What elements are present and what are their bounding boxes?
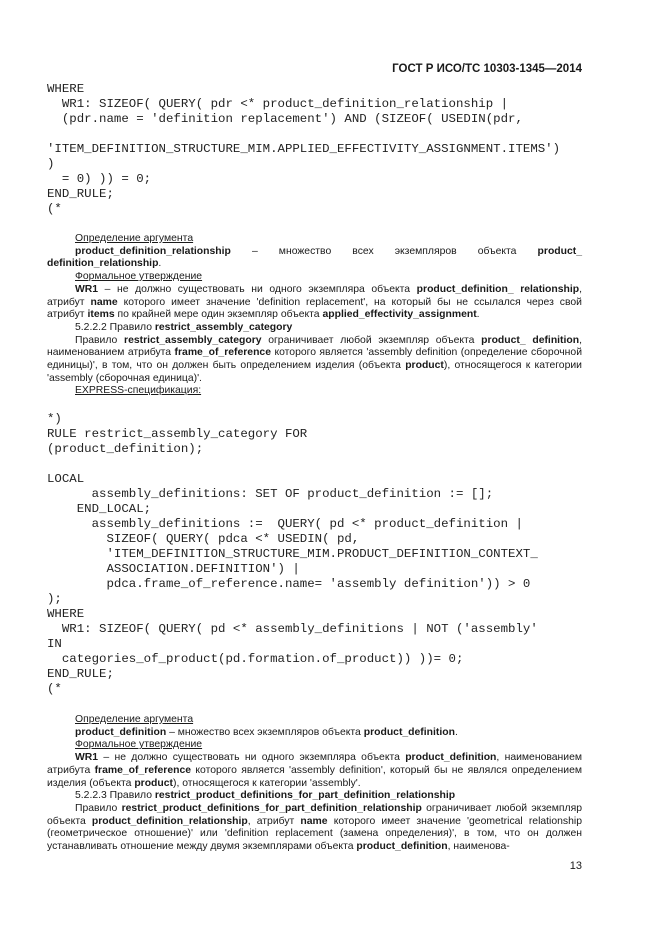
wr1-paragraph bbox=[47, 284, 582, 322]
rule-heading bbox=[47, 322, 582, 335]
rule-text: , наименова- bbox=[447, 841, 510, 853]
wr1-bold: items bbox=[87, 309, 115, 321]
argument-end: . bbox=[158, 258, 162, 270]
argument-object: product_definition bbox=[363, 726, 455, 738]
wr1-text: – не должно существовать ни одного экземпляра объекта bbox=[98, 283, 417, 295]
document-header: ГОСТ Р ИСО/ТС 10303-1345—2014 bbox=[392, 63, 582, 75]
wr1-bold: applied_effectivity_assignment bbox=[322, 309, 477, 321]
rule-paragraph bbox=[47, 335, 582, 386]
rule-text: которого имеет значение 'geometrical relationship (геометрическое отношение)' или 'definition replacement (замена определения)', в том, что он должен устанавливать отношение между двумя экземплярами объекта bbox=[47, 815, 582, 853]
argument-term: product_definition_relationship bbox=[75, 245, 231, 257]
argument-text: – множество всех экземпляров объекта bbox=[166, 726, 364, 738]
wr1-bold: product_definition bbox=[405, 752, 497, 764]
argument-end: . bbox=[454, 726, 458, 738]
express-spec-title: EXPRESS-спецификация: bbox=[75, 385, 202, 397]
wr1-label: WR1 bbox=[75, 752, 99, 764]
wr1-text: . bbox=[476, 309, 480, 321]
rule-number: 5.2.2.2 Правило bbox=[75, 321, 155, 333]
rule-text: которого является 'assembly definition (определение сборочной единицы)', в том, что он должен быть определением изделия (объекта bbox=[47, 347, 582, 372]
wr1-bold: name bbox=[90, 296, 118, 308]
formal-statement-title: Формальное утверждение bbox=[75, 739, 203, 751]
rule-bold: name bbox=[300, 815, 328, 827]
wr1-bold: frame_of_reference bbox=[94, 764, 192, 776]
rule-bold: restrict_assembly_category bbox=[124, 334, 262, 346]
wr1-text: которого имеет значение 'definition replacement', на который бы не ссылался через свой атрибут bbox=[47, 296, 582, 321]
rule-text: ограничивает любой экземпляр объекта bbox=[47, 802, 582, 827]
rule-bold: restrict_product_definitions_for_part_definition_relationship bbox=[121, 802, 422, 814]
express-code-block-1: WHERE WR1: SIZEOF( QUERY( pdr <* product_definition_relationship | (pdr.name = 'definition replacement') AND (SIZEOF( USEDIN(pdr, 'ITEM_DEFINITION_STRUCTURE_MIM.APPLIED_EFFECTIVITY_ASSIGNMENT.ITEMS') ) = 0) )) = 0; END_RULE; (* bbox=[47, 82, 561, 216]
rule-bold: product_definition_relationship bbox=[91, 815, 248, 827]
wr1-label: WR1 bbox=[75, 283, 99, 295]
rule-name: restrict_product_definitions_for_part_definition_relationship bbox=[154, 790, 456, 802]
rule-bold: product bbox=[405, 360, 444, 372]
section-argument-2 bbox=[47, 714, 582, 854]
wr1-text: по крайней мере один экземпляр объекта bbox=[114, 309, 323, 321]
rule-text: ), относящегося к категории 'assembly (сборочная единица)'. bbox=[47, 360, 582, 384]
argument-definition-title: Определение аргумента bbox=[75, 714, 194, 725]
rule-text: , атрибут bbox=[247, 815, 301, 827]
section-argument-1 bbox=[47, 233, 582, 398]
rule-bold: product_definition bbox=[356, 841, 448, 853]
page-number: 13 bbox=[569, 860, 582, 872]
rule-name: restrict_assembly_category bbox=[154, 321, 293, 333]
wr1-paragraph bbox=[47, 752, 582, 790]
rule-bold: frame_of_reference bbox=[174, 347, 271, 359]
rule-text: Правило bbox=[75, 334, 125, 346]
wr1-text: – не должно существовать ни одного экземпляра объекта bbox=[98, 752, 406, 764]
wr1-text: ), относящегося к категории 'assembly'. bbox=[172, 777, 361, 789]
rule-paragraph bbox=[47, 803, 582, 854]
rule-text: , наименованием атрибута bbox=[47, 334, 582, 359]
formal-statement-title: Формальное утверждение bbox=[75, 271, 203, 283]
argument-text: – множество всех экземпляров объекта bbox=[230, 245, 538, 257]
argument-object: product_ definition_relationship bbox=[47, 245, 582, 270]
argument-term: product_definition bbox=[75, 726, 167, 738]
wr1-text: которого является 'assembly definition', который бы не являлся определением изделия (объекта bbox=[47, 764, 582, 789]
wr1-bold: product_definition_ relationship bbox=[416, 283, 580, 295]
argument-definition-title: Определение аргумента bbox=[75, 233, 194, 244]
rule-heading bbox=[47, 790, 582, 803]
express-code-block-2: *) RULE restrict_assembly_category FOR (product_definition); LOCAL assembly_definitions: SET OF product_definition := []; END_LOCAL; assembly_definitions := QUERY( pd <* product_definition | SIZEOF( QUERY( pdca <* USEDIN( pd, 'ITEM_DEFINITION_STRUCTURE_MIM.PRODUCT_DEFINITION_CONTEXT_ ASSOCIATION.DEFINITION') | pdca.frame_of_reference.name= 'assembly definition')) > 0 ); WHERE WR1: SIZEOF( QUERY( pd <* assembly_definitions | NOT ('assembly' IN categories_of_product(pd.formation.of_product)) ))= 0; END_RULE; (* bbox=[47, 412, 538, 696]
wr1-bold: product bbox=[134, 777, 173, 789]
rule-text: Правило bbox=[75, 802, 122, 814]
rule-number: 5.2.2.3 Правило bbox=[75, 790, 155, 802]
rule-bold: product_ definition bbox=[481, 334, 580, 346]
wr1-text: , атрибут bbox=[47, 283, 582, 308]
wr1-text: , наименованием атрибута bbox=[47, 752, 582, 776]
rule-text: ограничивает любой экземпляр объекта bbox=[261, 334, 482, 346]
